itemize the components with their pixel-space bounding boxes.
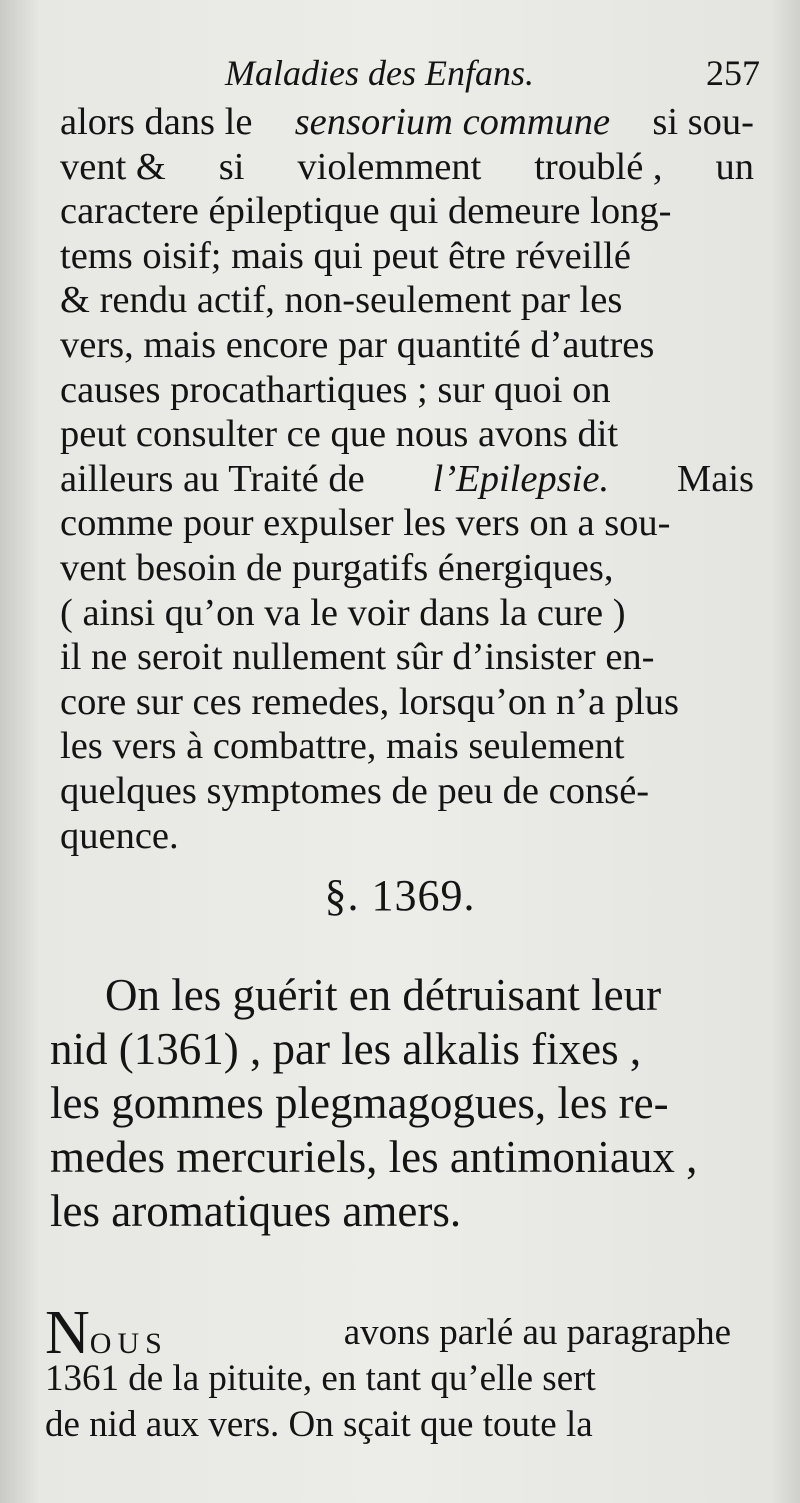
commentary-line: de nid aux vers. On sçait que toute la	[45, 1404, 593, 1445]
text-line: causes procathartiques ; sur quoi on	[60, 368, 611, 411]
aphorism-line: les gommes plegmagogues, les re-	[50, 1078, 669, 1128]
paragraph-continued	[60, 100, 754, 858]
drop-cap: N	[45, 1299, 90, 1367]
running-title: Maladies des Enfans.	[225, 53, 534, 93]
treatise-title: l’Epilepsie.	[432, 457, 610, 500]
page-number: 257	[706, 53, 760, 93]
aphorism-line: medes mercuriels, les antimoniaux ,	[50, 1132, 698, 1182]
text-line: ( ainsi qu’on va le voir dans la cure )	[60, 591, 626, 634]
text-line: peut consulter ce que nous avons dit	[60, 413, 619, 456]
text-line: core sur ces remedes, lorsqu’on n’a plus	[60, 680, 680, 723]
text-line: & rendu actif, non-seulement par les	[60, 279, 623, 322]
text-line: vent & si violemment troublé , un	[60, 145, 754, 188]
text-line: les vers à combattre, mais seulement	[60, 725, 625, 768]
commentary-line: NOUS avons parlé au paragraphe	[45, 1299, 731, 1367]
text-line: ailleurs au Traité de l’Epilepsie. Mais	[60, 457, 754, 500]
text-line: tems oisif; mais qui peut être réveillé	[60, 234, 631, 277]
text-line: vent besoin de purgatifs énergiques,	[60, 546, 614, 589]
latin-term: sensorium commune	[294, 101, 611, 143]
text-line: quelques symptomes de peu de consé-	[60, 769, 650, 812]
commentary-text	[45, 1299, 731, 1448]
text-line: quence.	[60, 814, 179, 857]
commentary-line: 1361 de la pituite, en tant qu’elle sert	[45, 1358, 596, 1399]
text-line: il ne seroit nullement sûr d’insister en-	[60, 636, 655, 679]
text-line: alors dans le sensorium commune si sou-	[60, 101, 754, 143]
page-header	[60, 52, 760, 102]
aphorism-line: les aromatiques amers.	[50, 1186, 462, 1236]
aphorism-line: On les guérit en détruisant leur	[105, 970, 662, 1020]
text-line: caractere épileptique qui demeure long-	[60, 190, 672, 233]
small-caps: OUS	[89, 1327, 168, 1360]
text-line: comme pour expulser les vers on a sou-	[60, 502, 671, 545]
text-line: vers, mais encore par quantité d’autres	[60, 323, 655, 366]
aphorism-line: nid (1361) , par les alkalis fixes ,	[50, 1024, 642, 1074]
aphorism-text	[50, 968, 758, 1238]
section-heading: §. 1369.	[324, 871, 476, 920]
